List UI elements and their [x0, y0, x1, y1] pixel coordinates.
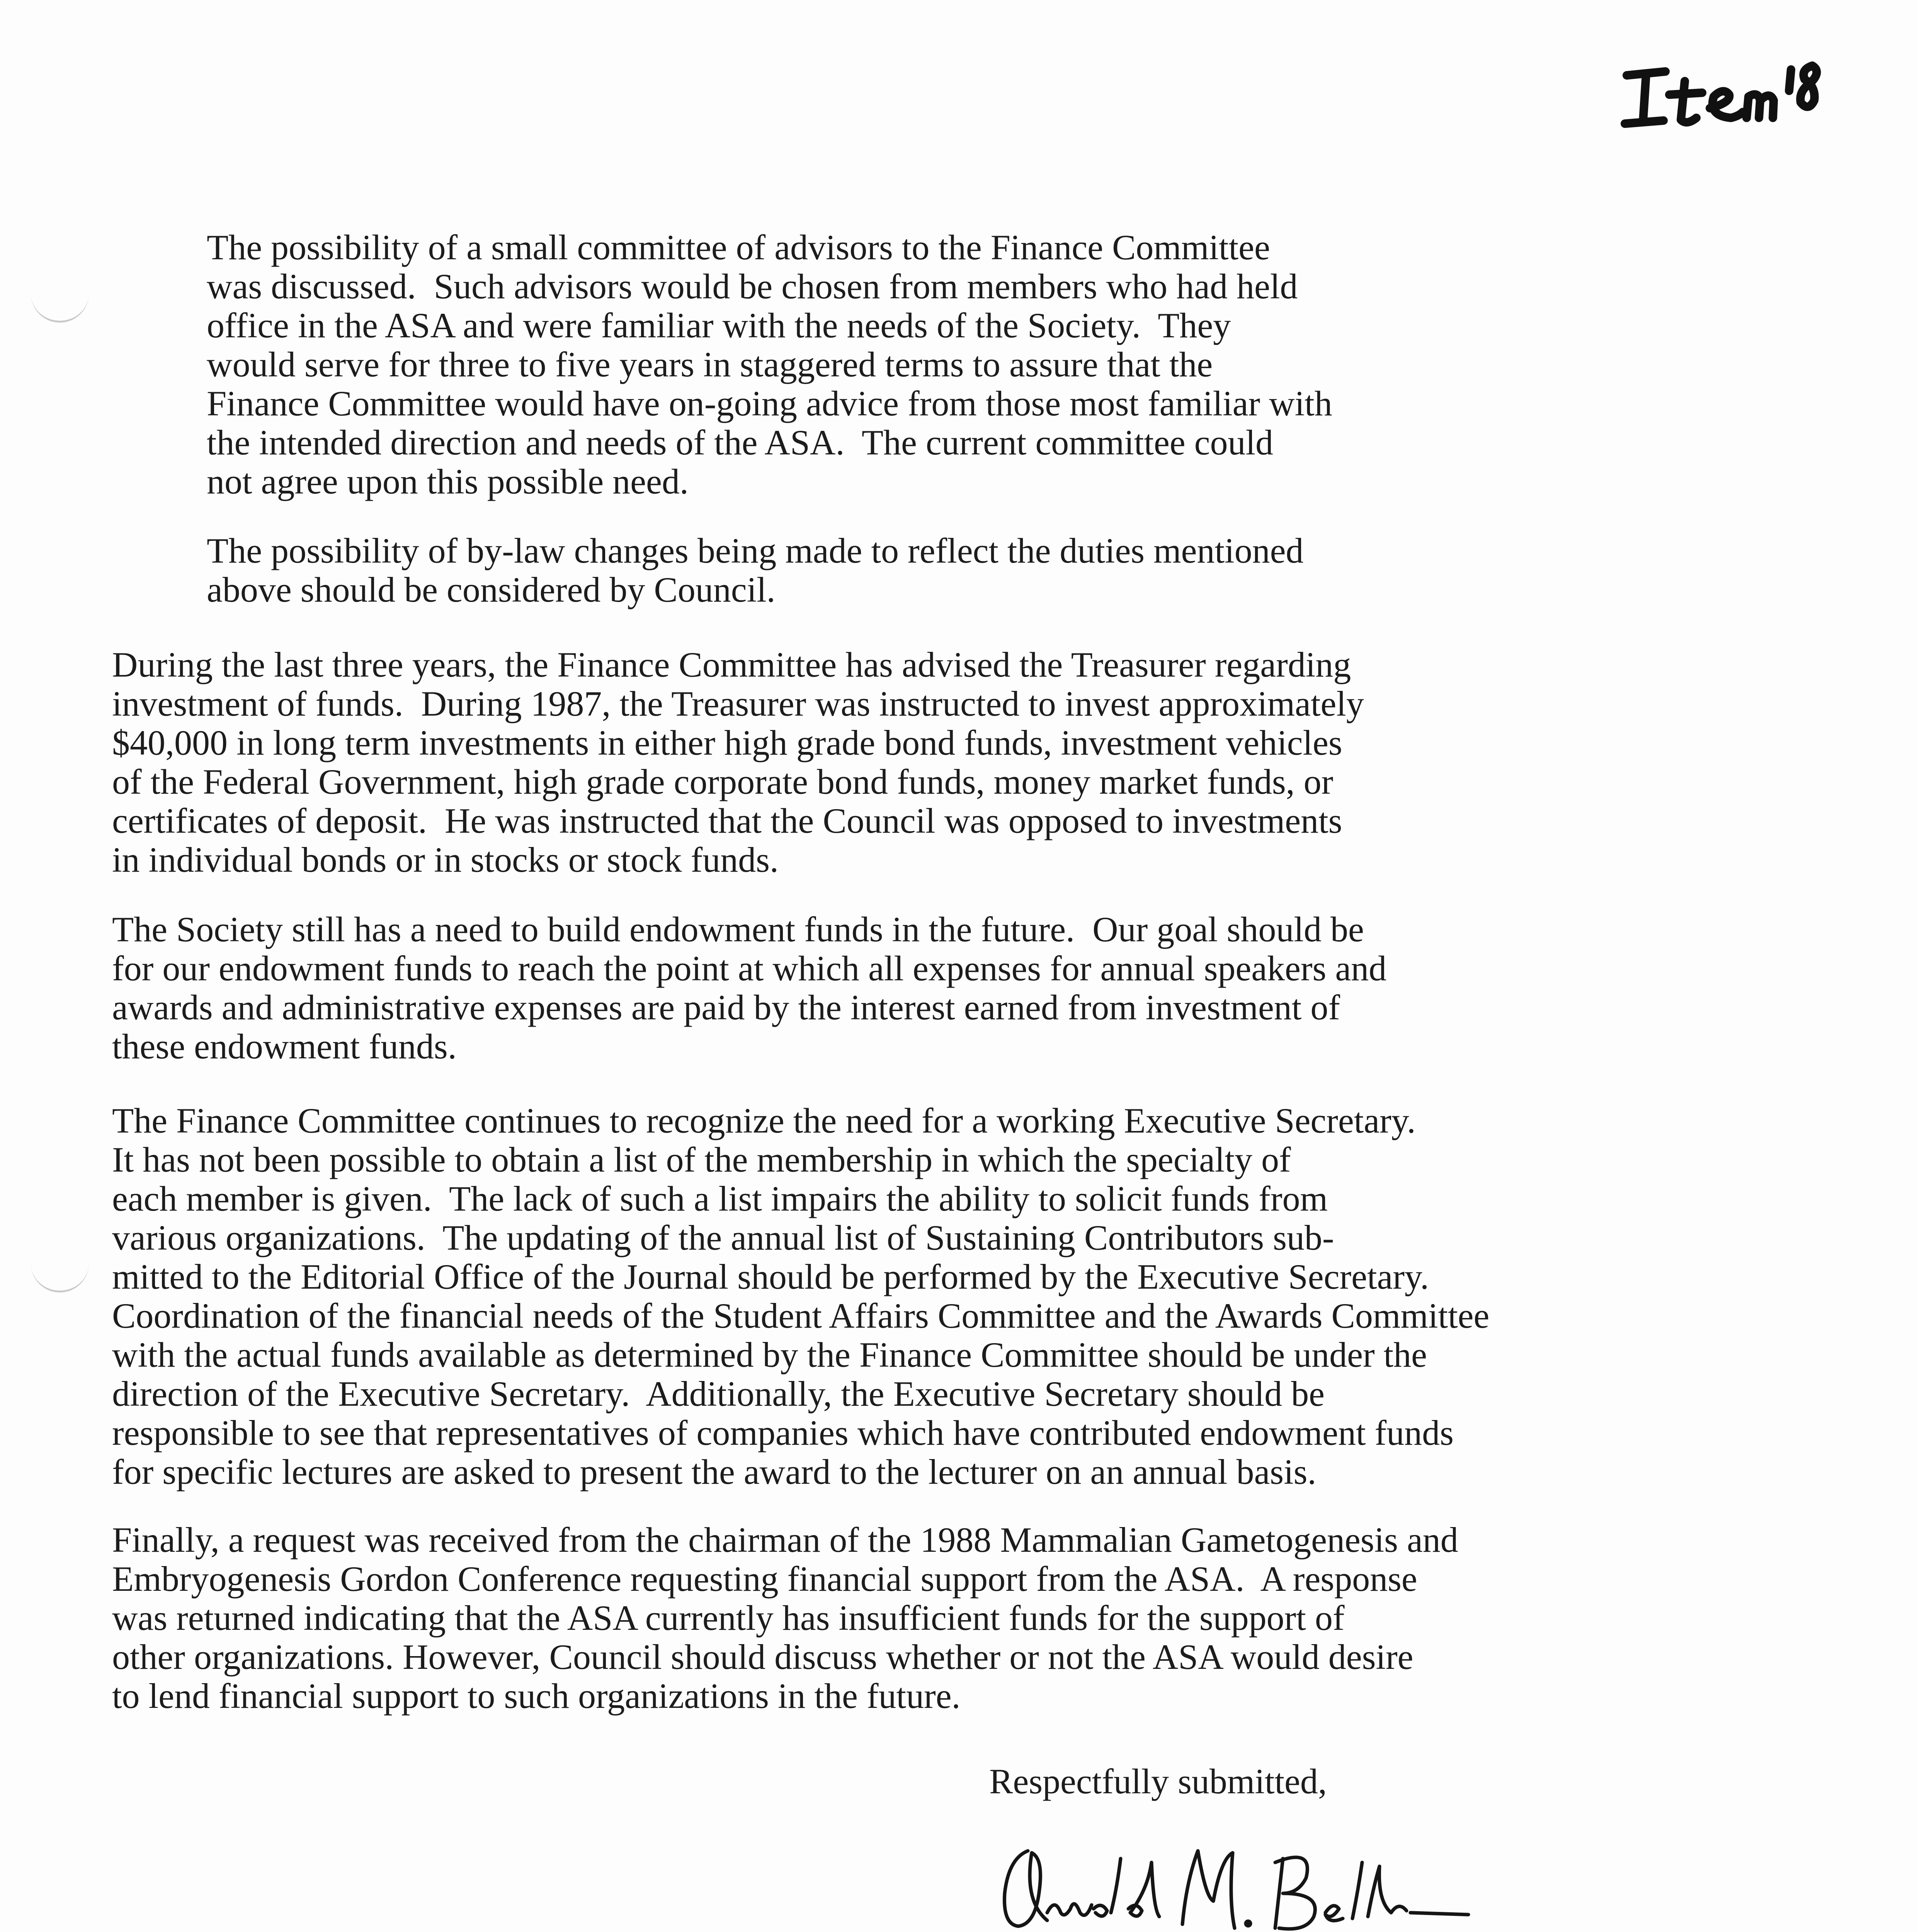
handwritten-item-label — [1619, 54, 1835, 135]
handwritten-signature — [981, 1835, 1476, 1932]
paragraph-advisors-committee: The possibility of a small committee of advisors to the Finance Committee was discussed. Such advisors would be chosen from members who had held office in the ASA and were familiar with the needs of the Society. They would serve for three to five years in staggered terms to assure that the Finance Committee would have on-going advice from those most familiar with the intended direction and needs of the ASA. The current committee could not agree upon this possible need. — [207, 228, 1332, 501]
paragraph-executive-secretary: The Finance Committee continues to recognize the need for a working Executive Secretary. It has not been possible to obtain a list of the membership in which the specialty of each member is given. The lack of such a list impairs the ability to solicit funds from various organizations. The updating of the annual list of Sustaining Contributors sub- mitted to the Editorial Office of the Journal should be performed by the Executive Secretary. Coordination of the financial needs of the Student Affairs Committee and the Awards Committee with the actual funds available as determined by the Finance Committee should be under the direction of the Executive Secretary. Additionally, the Executive Secretary should be responsible to see that representatives of companies which have contributed endowment funds for specific lectures are asked to present the award to the lecturer on an annual basis. — [112, 1101, 1490, 1492]
paragraph-bylaw-changes: The possibility of by-law changes being made to reflect the duties mentioned above should be considered by Council. — [207, 531, 1304, 609]
punch-hole-mark-middle — [31, 1248, 89, 1293]
closing-salutation: Respectfully submitted, — [989, 1762, 1327, 1801]
punch-hole-mark-top — [31, 278, 89, 323]
paragraph-endowment-funds: The Society still has a need to build endowment funds in the future. Our goal should be for our endowment funds to reach the point at which all expenses for annual speakers and awards and administrative expenses are paid by the interest earned from investment of these endowment funds. — [112, 910, 1387, 1066]
paragraph-gordon-conference-request: Finally, a request was received from the chairman of the 1988 Mammalian Gametogenesis and Embryogenesis Gordon Conference requesting financial support from the ASA. A response was returned indicating that the ASA currently has insufficient funds for the support of other organizations. However, Council should discuss whether or not the ASA would desire to lend financial support to such organizations in the future. — [112, 1520, 1458, 1716]
paragraph-investment-of-funds: During the last three years, the Finance Committee has advised the Treasurer regarding investment of funds. During 1987, the Treasurer was instructed to invest approximately $40,000 in long term investments in either high grade bond funds, investment vehicles of the Federal Government, high grade corporate bond funds, money market funds, or certificates of deposit. He was instructed that the Council was opposed to investments in individual bonds or in stocks or stock funds. — [112, 645, 1364, 879]
